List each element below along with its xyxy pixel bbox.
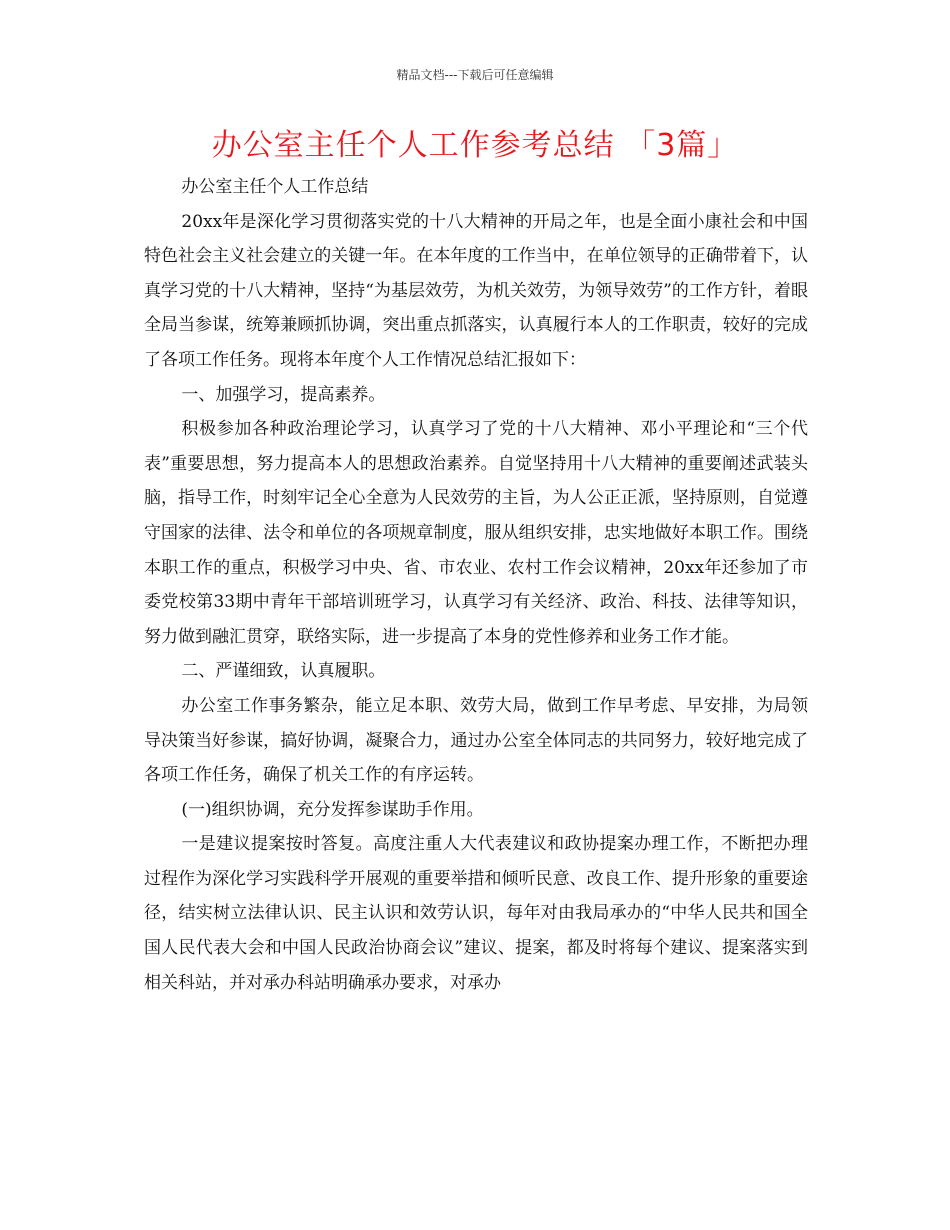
body-paragraph: 一是建议提案按时答复。高度注重人大代表建议和政协提案办理工作，不断把办理过程作为深化学习实践科学开展观的重要举措和倾听民意、改良工作、提升形象的重要途径，结实树立法律认识、民主认识和效劳认识，每年对由我局承办的“中华人民共和国全国人民代表大会和中国人民政治协商会议”建议、提案，都及时将每个建议、提案落实到相关科站，并对承办科站明确承办要求，对承办	[144, 834, 808, 993]
subsection-heading: (一)组织协调，充分发挥参谋助手作用。	[181, 799, 484, 820]
section-heading: 二、严谨细致，认真履职。	[181, 661, 386, 682]
document-body	[144, 170, 808, 1000]
header-note: 精品文档---下载后可任意编辑	[396, 68, 554, 82]
body-paragraph: 办公室工作事务繁杂，能立足本职、效劳大局，做到工作早考虑、早安排，为局领导决策当好参谋，搞好协调，凝聚合力，通过办公室全体同志的共同努力，较好地完成了各项工作任务，确保了机关工作的有序运转。	[144, 695, 808, 786]
section-heading: 一、加强学习，提高素养。	[181, 384, 386, 405]
document-title: 办公室主任个人工作参考总结 「3篇」	[211, 128, 739, 163]
subtitle-paragraph: 办公室主任个人工作总结	[181, 177, 369, 197]
body-paragraph: 积极参加各种政治理论学习，认真学习了党的十八大精神、邓小平理论和“三个代表”重要思想，努力提高本人的思想政治素养。自觉坚持用十八大精神的重要阐述武装头脑，指导工作，时刻牢记全心全意为人民效劳的主旨，为人公正正派，坚持原则，自觉遵守国家的法律、法令和单位的各项规章制度，服从组织安排，忠实地做好本职工作。围绕本职工作的重点，积极学习中央、省、市农业、农村工作会议精神，20xx年还参加了市委党校第33期中青年干部培训班学习，认真学习有关经济、政治、科技、法律等知识，努力做到融汇贯穿，联络实际，进一步提高了本身的党性修养和业务工作才能。	[144, 419, 808, 647]
body-paragraph: 20xx年是深化学习贯彻落实党的十八大精神的开局之年，也是全面小康社会和中国特色社会主义社会建立的关键一年。在本年度的工作当中，在单位领导的正确带着下，认真学习党的十八大精神，坚持“为基层效劳，为机关效劳，为领导效劳”的工作方针，着眼全局当参谋，统筹兼顾抓协调，突出重点抓落实，认真履行本人的工作职责，较好的完成了各项工作任务。现将本年度个人工作情况总结汇报如下：	[144, 211, 808, 370]
